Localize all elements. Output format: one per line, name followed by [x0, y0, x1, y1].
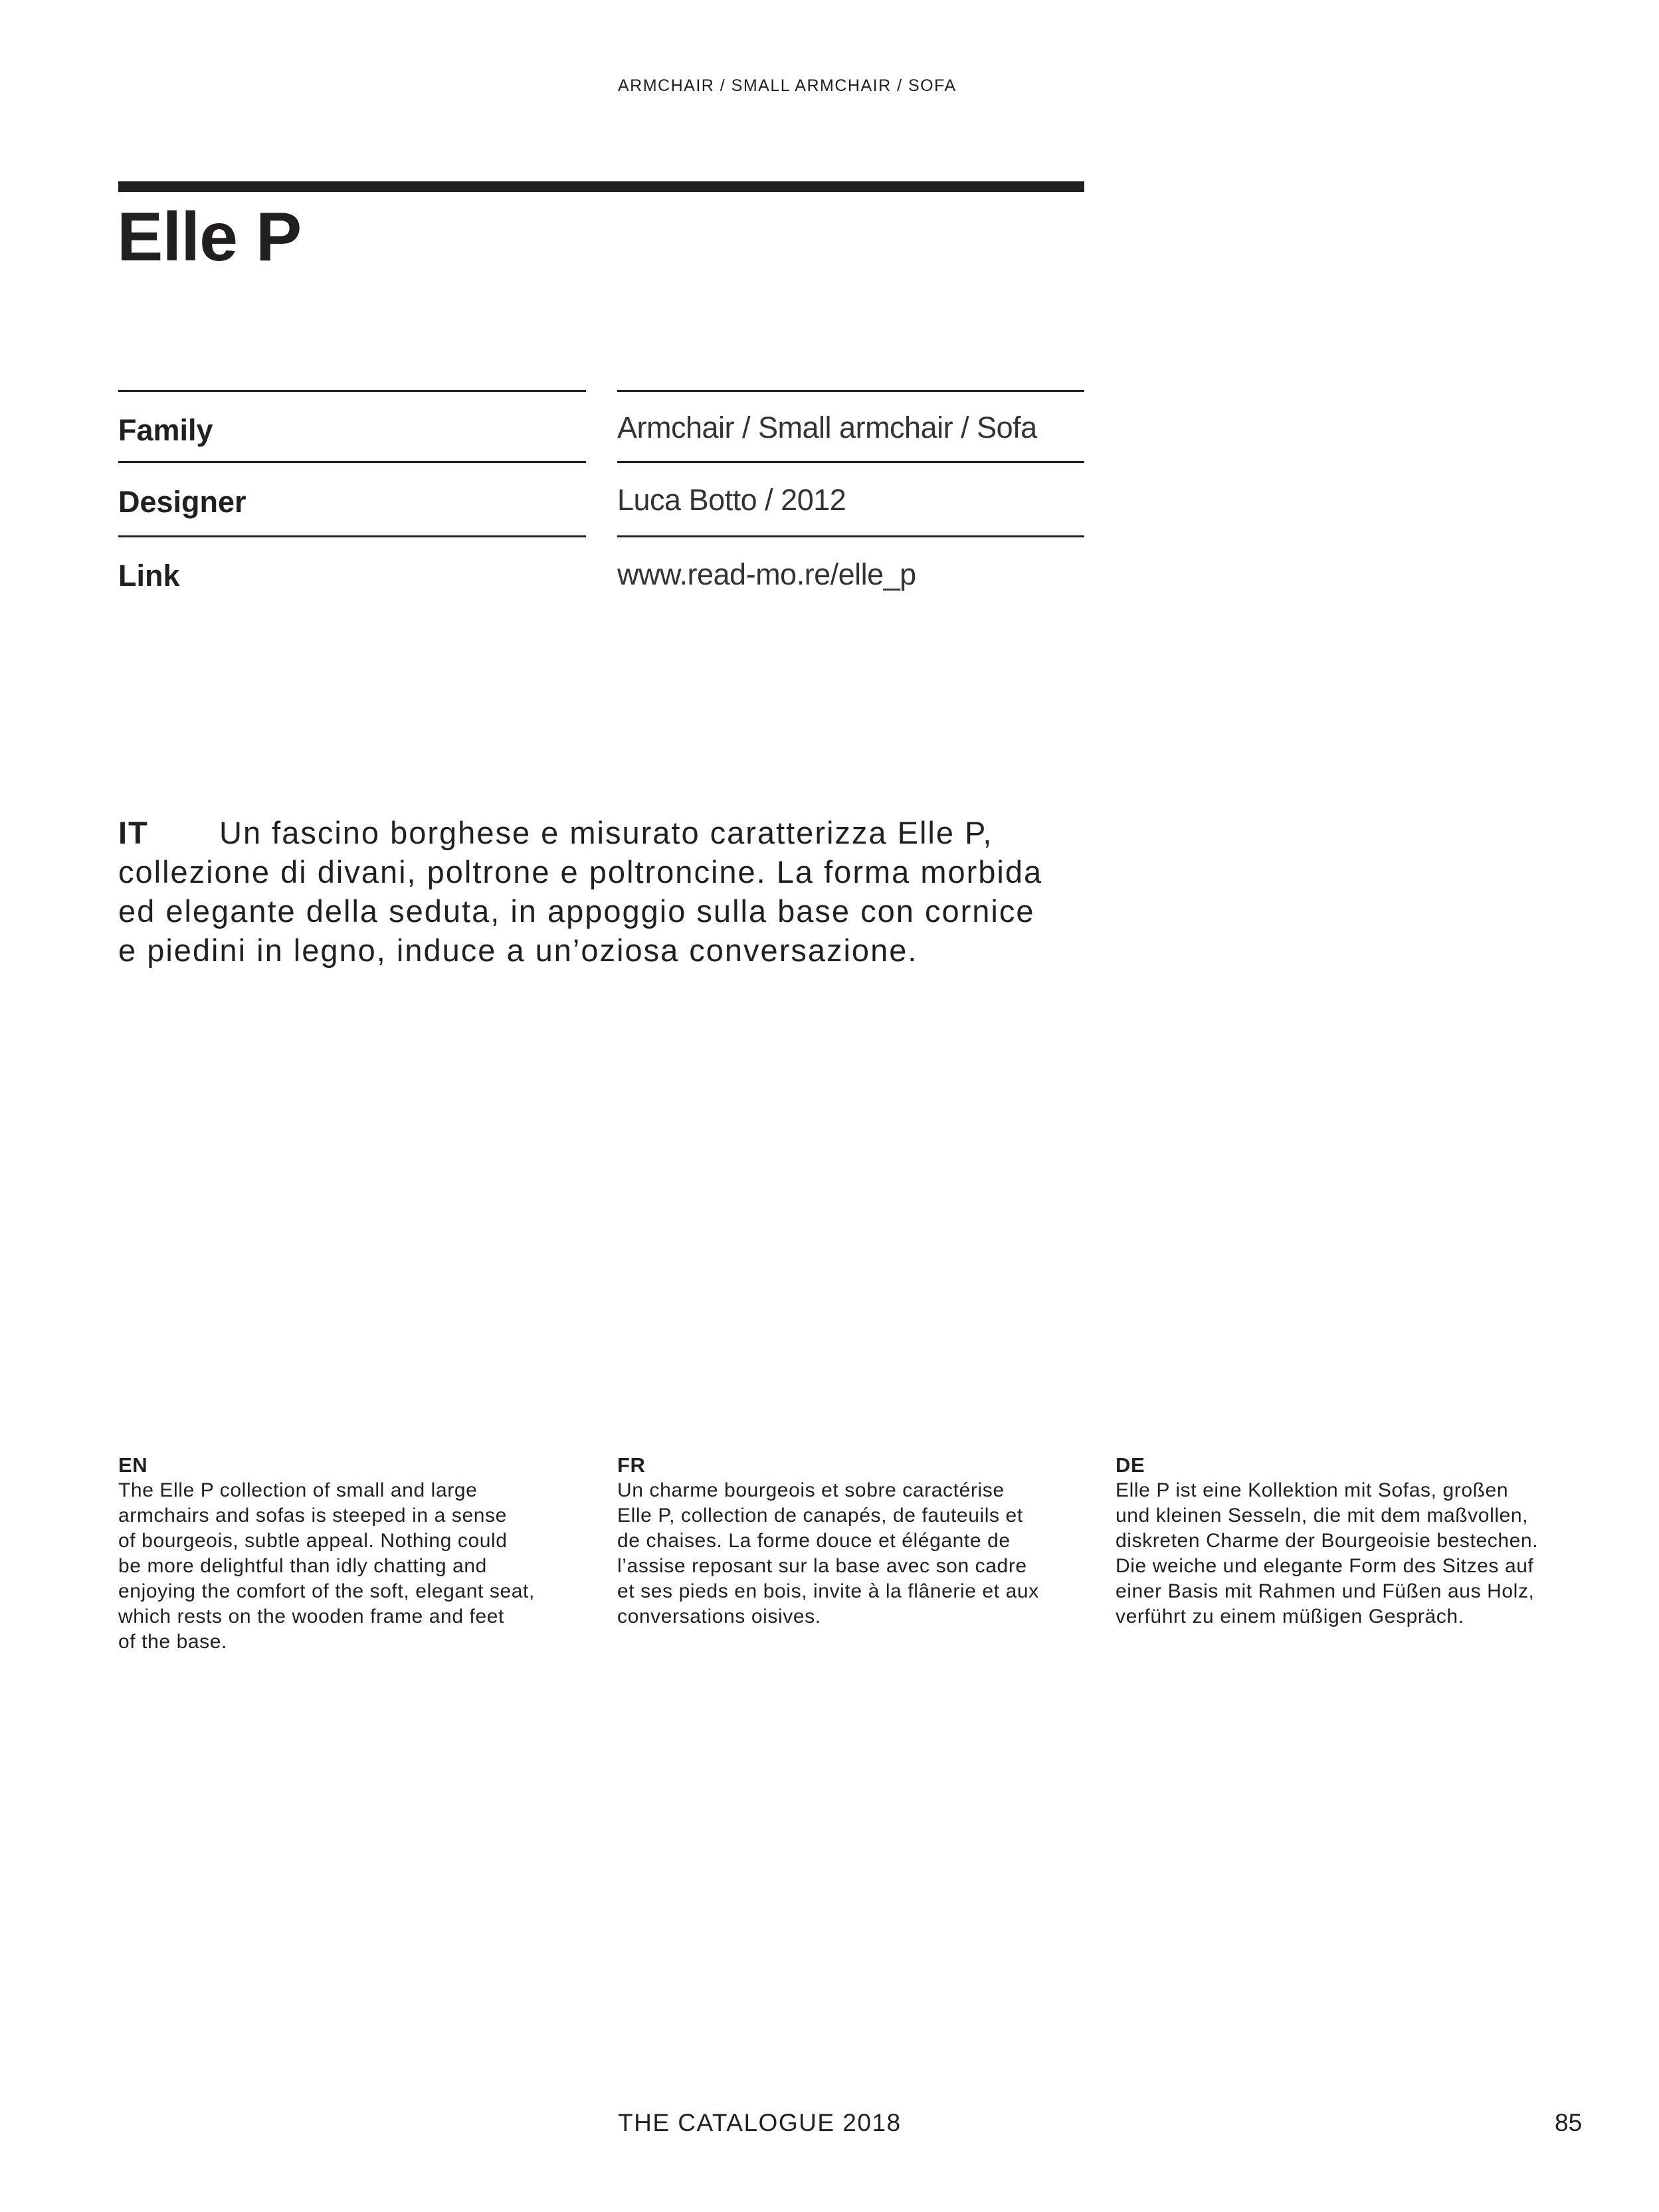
description-it-line: Un fascino borghese e misurato caratterizza Elle P,: [219, 815, 993, 850]
spec-value-family: Armchair / Small armchair / Sofa: [617, 411, 1037, 444]
lang-code-de: DE: [1116, 1453, 1145, 1477]
description-fr: [617, 1453, 1089, 1629]
description-it-line: e piedini in legno, induce a un’oziosa conversazione.: [118, 933, 918, 968]
lang-code-it: IT: [118, 815, 149, 850]
title-rule: [118, 181, 1084, 192]
footer-title: THE CATALOGUE 2018: [618, 2109, 902, 2136]
description-it: [118, 813, 1102, 970]
description-de: [1116, 1453, 1607, 1629]
spec-value-designer: Luca Botto / 2012: [617, 483, 846, 517]
description-it-line: ed elegante della seduta, in appoggio sulla base con cornice: [118, 893, 1035, 929]
lang-code-fr: FR: [617, 1453, 646, 1477]
spec-rule: [617, 535, 1084, 537]
spec-label-family: Family: [118, 413, 213, 447]
spec-value-link[interactable]: www.read-mo.re/elle_p: [617, 557, 916, 591]
page-title: Elle P: [117, 199, 302, 276]
spec-rule: [118, 535, 586, 537]
spec-label-link: Link: [118, 559, 180, 593]
description-fr-text: Un charme bourgeois et sobre caractérise Elle P, collection de canapés, de fauteuils et de chaises. La forme douce et élégante de l’assise reposant sur la base avec son cadre et ses pieds en bois, invite à la flânerie et aux conversations oisives.: [617, 1479, 1039, 1627]
page-number: 85: [1555, 2109, 1583, 2136]
description-en-text: The Elle P collection of small and large armchairs and sofas is steeped in a sense of bourgeois, subtle appeal. Nothing could be more delightful than idly chatting and enjoying the comfort of the soft, elegant seat, which rests on the wooden frame and feet of the base.: [118, 1479, 535, 1653]
header-category: ARMCHAIR / SMALL ARMCHAIR / SOFA: [618, 76, 957, 95]
description-it-line: collezione di divani, poltrone e poltroncine. La forma morbida: [118, 854, 1043, 889]
description-en: [118, 1453, 590, 1655]
spec-rule: [118, 461, 586, 463]
spec-rule: [617, 390, 1084, 392]
lang-code-en: EN: [118, 1453, 148, 1477]
spec-label-designer: Designer: [118, 485, 246, 519]
description-de-text: Elle P ist eine Kollektion mit Sofas, großen und kleinen Sesseln, die mit dem maßvollen, diskreten Charme der Bourgeoisie bestechen. Die weiche und elegante Form des Sitzes auf einer Basis mit Rahmen und Füßen aus Holz, verführt zu einem müßigen Gespräch.: [1116, 1479, 1539, 1627]
spec-rule: [617, 461, 1084, 463]
spec-rule: [118, 390, 586, 392]
